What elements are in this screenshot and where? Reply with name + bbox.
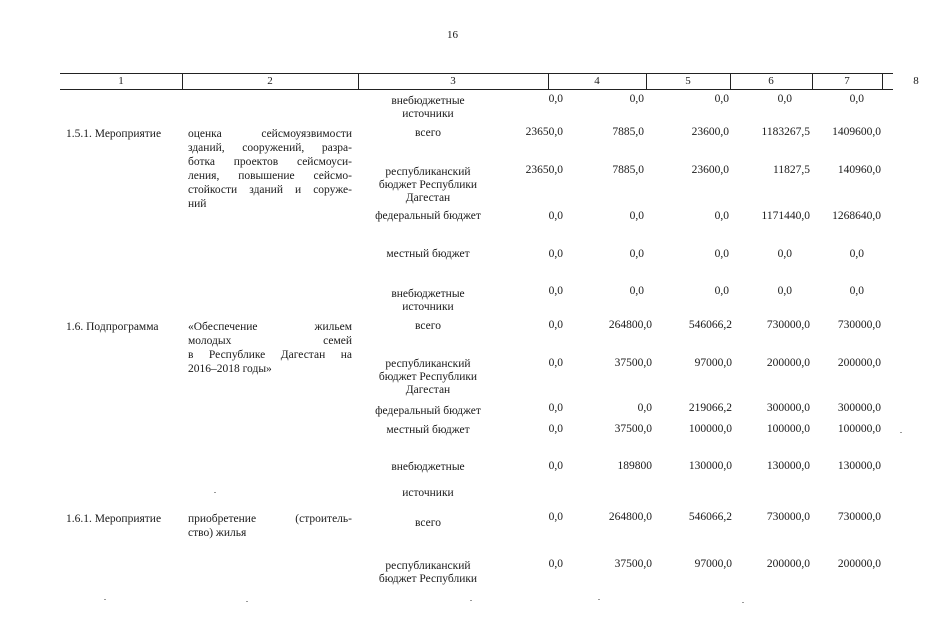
- row-label-1-6-1: 1.6.1. Мероприятие: [66, 513, 162, 525]
- description-line: 2016–2018 годы»: [188, 363, 272, 375]
- source-cell: внебюджетные источники: [391, 288, 465, 313]
- value-cell: 0,0: [714, 93, 729, 105]
- description-line: молодых семей: [188, 335, 352, 347]
- source-cell: республиканский бюджет Республики: [378, 560, 478, 585]
- value-cell: 546066,2: [688, 511, 732, 523]
- value-cell: 7885,0: [612, 164, 644, 176]
- value-cell: 0,0: [548, 210, 563, 222]
- scan-speck: [246, 601, 248, 602]
- scan-speck: [900, 432, 902, 433]
- value-cell: 1409600,0: [832, 126, 881, 138]
- value-cell: 0,0: [629, 210, 644, 222]
- source-cell: республиканский бюджет Республики Дагестан: [378, 166, 478, 204]
- value-cell: 219066,2: [688, 402, 732, 414]
- source-cell: федеральный бюджет: [375, 210, 481, 222]
- header-col-1: 1: [118, 75, 124, 87]
- header-col-4: 4: [594, 75, 600, 87]
- value-cell: 37500,0: [614, 558, 652, 570]
- source-cell: внебюджетные: [391, 461, 465, 473]
- value-cell: 23600,0: [691, 126, 729, 138]
- value-cell: 23650,0: [525, 164, 563, 176]
- header-divider: [812, 73, 813, 90]
- row-label-1-5-1: 1.5.1. Мероприятие: [66, 128, 162, 140]
- value-cell: 23650,0: [525, 126, 563, 138]
- value-cell: 0,0: [548, 423, 563, 435]
- value-cell: 264800,0: [608, 511, 652, 523]
- value-cell: 0,0: [629, 93, 644, 105]
- description-line: ство) жилья: [188, 527, 247, 539]
- value-cell: 0,0: [849, 285, 864, 297]
- value-cell: 0,0: [548, 248, 563, 260]
- value-cell: 264800,0: [608, 319, 652, 331]
- description-line: приобретение (строитель-: [188, 513, 352, 525]
- value-cell: 97000,0: [694, 558, 732, 570]
- row-label-1-6: 1.6. Подпрограмма: [66, 321, 159, 333]
- description-line: зданий, сооружений, разра-: [188, 142, 352, 154]
- value-cell: 97000,0: [694, 357, 732, 369]
- header-col-6: 6: [768, 75, 774, 87]
- scan-speck: [742, 602, 744, 603]
- value-cell: 0,0: [548, 511, 563, 523]
- header-col-5: 5: [685, 75, 691, 87]
- value-cell: 189800: [617, 460, 652, 472]
- scan-speck: [104, 599, 106, 600]
- value-cell: 0,0: [548, 402, 563, 414]
- value-cell: 730000,0: [837, 511, 881, 523]
- value-cell: 200000,0: [766, 357, 810, 369]
- description-line: ний: [188, 198, 207, 210]
- value-cell: 0,0: [629, 285, 644, 297]
- value-cell: 130000,0: [688, 460, 732, 472]
- header-divider: [882, 73, 883, 90]
- value-cell: 0,0: [548, 285, 563, 297]
- table-header: [60, 73, 919, 90]
- value-cell: 200000,0: [766, 558, 810, 570]
- description-1-5-1: [188, 127, 352, 211]
- value-cell: 0,0: [714, 285, 729, 297]
- value-cell: 130000,0: [837, 460, 881, 472]
- header-col-7: 7: [844, 75, 850, 87]
- header-col-2: 2: [267, 75, 273, 87]
- scan-speck: [214, 492, 216, 493]
- value-cell: 300000,0: [837, 402, 881, 414]
- value-cell: 0,0: [714, 210, 729, 222]
- value-cell: 0,0: [849, 248, 864, 260]
- header-divider: [548, 73, 549, 90]
- value-cell: 546066,2: [688, 319, 732, 331]
- source-cell: всего: [415, 127, 441, 139]
- description-line: стойкости зданий и соруже-: [188, 184, 352, 196]
- value-cell: 130000,0: [766, 460, 810, 472]
- scan-speck: [598, 599, 600, 600]
- source-cell: республиканский бюджет Республики Дагестан: [378, 358, 478, 396]
- description-line: в Республике Дагестан на: [188, 349, 352, 361]
- value-cell: 1268640,0: [832, 210, 881, 222]
- description-1-6: [188, 320, 352, 376]
- value-cell: 100000,0: [766, 423, 810, 435]
- source-cell: федеральный бюджет: [375, 405, 481, 417]
- source-cell: всего: [415, 517, 441, 529]
- header-divider: [646, 73, 647, 90]
- description-line: ления, повышение сейсмо-: [188, 170, 352, 182]
- value-cell: 0,0: [777, 93, 792, 105]
- value-cell: 7885,0: [612, 126, 644, 138]
- value-cell: 140960,0: [837, 164, 881, 176]
- value-cell: 0,0: [637, 402, 652, 414]
- description-1-6-1: [188, 512, 352, 540]
- header-col-3: 3: [450, 75, 456, 87]
- value-cell: 0,0: [548, 460, 563, 472]
- header-col-8: 8: [913, 75, 919, 87]
- source-cell: источники: [402, 487, 454, 499]
- value-cell: 200000,0: [837, 558, 881, 570]
- value-cell: 0,0: [629, 248, 644, 260]
- value-cell: 730000,0: [766, 319, 810, 331]
- description-line: «Обеспечение жильем: [188, 321, 352, 333]
- source-cell: местный бюджет: [386, 424, 470, 436]
- value-cell: 11827,5: [773, 164, 810, 176]
- header-divider: [730, 73, 731, 90]
- value-cell: 300000,0: [766, 402, 810, 414]
- value-cell: 0,0: [548, 357, 563, 369]
- scan-speck: [470, 600, 472, 601]
- value-cell: 730000,0: [837, 319, 881, 331]
- value-cell: 100000,0: [837, 423, 881, 435]
- value-cell: 100000,0: [688, 423, 732, 435]
- header-divider: [182, 73, 183, 90]
- value-cell: 730000,0: [766, 511, 810, 523]
- value-cell: 1171440,0: [761, 210, 810, 222]
- value-cell: 0,0: [548, 558, 563, 570]
- value-cell: 0,0: [849, 93, 864, 105]
- value-cell: 0,0: [777, 248, 792, 260]
- description-line: оценка сейсмоуязвимости: [188, 128, 352, 140]
- source-cell: внебюджетные источники: [391, 95, 465, 120]
- value-cell: 200000,0: [837, 357, 881, 369]
- value-cell: 37500,0: [614, 357, 652, 369]
- value-cell: 1183267,5: [761, 126, 810, 138]
- page-number: 16: [447, 29, 458, 41]
- value-cell: 23600,0: [691, 164, 729, 176]
- value-cell: 0,0: [548, 93, 563, 105]
- value-cell: 0,0: [714, 248, 729, 260]
- source-cell: всего: [415, 320, 441, 332]
- value-cell: 37500,0: [614, 423, 652, 435]
- value-cell: 0,0: [777, 285, 792, 297]
- description-line: ботка проектов сейсмоуси-: [188, 156, 352, 168]
- source-cell: местный бюджет: [386, 248, 470, 260]
- header-divider: [358, 73, 359, 90]
- value-cell: 0,0: [548, 319, 563, 331]
